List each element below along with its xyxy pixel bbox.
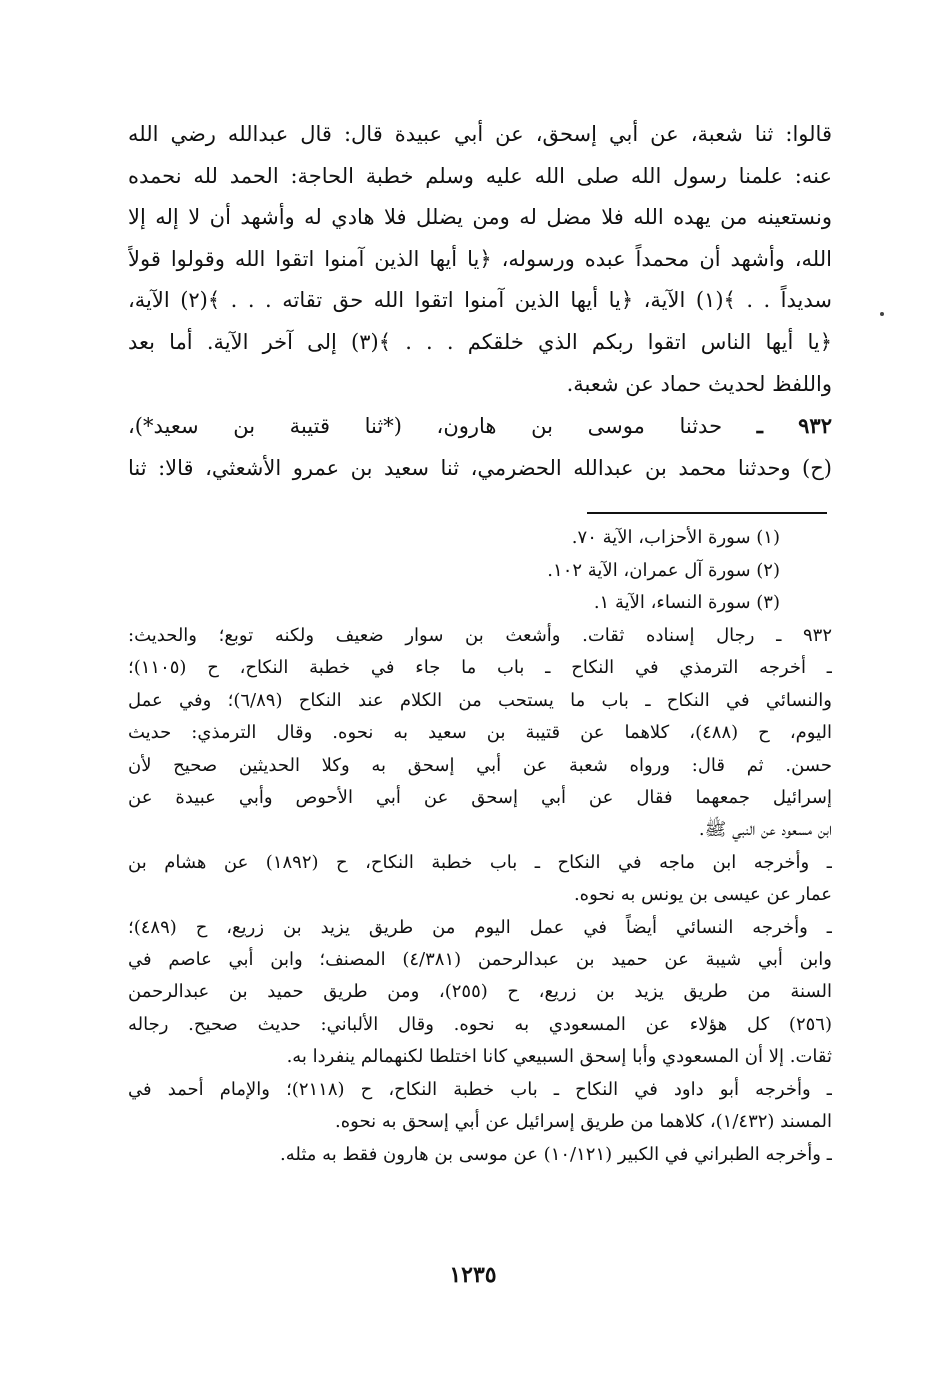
body-line: واللفظ لحديث حماد عن شعبة. — [566, 371, 832, 396]
takhrij-line: المسند (١/٤٣٢)، كلاهما من طريق إسرائيل عن أبي إسحق به نحوه. — [335, 1111, 832, 1133]
takhrij-line: ٩٣٢ ـ رجال إسناده ثقات. وأشعث بن سوار ضعيف ولكنه توبع؛ والحديث: — [128, 625, 832, 646]
takhrij-line: ثقات. إلا أن المسعودي وأبا إسحق السبيعي كانا اختلطا لكنهمالم ينفردا به. — [286, 1046, 832, 1068]
hadith-number: ٩٣٢ ـ — [756, 413, 832, 439]
body-line: ﴿يا أيها الناس اتقوا ربكم الذي خلقكم . . . ﴾(٣) إلى آخر الآية. أما بعد — [128, 329, 832, 354]
hadith-932-line-1 — [128, 405, 832, 448]
takhrij-notes — [128, 620, 832, 1171]
takhrij-line: والنسائي في النكاح ـ باب ما يستحب من الكلام عند النكاح (٦/٨٩)؛ وفي عمل — [128, 689, 832, 711]
takhrij-line: ـ وأخرجه أبو داود في النكاح ـ باب خطبة النكاح، ح (٢١١٨)؛ والإمام أحمد في — [128, 1078, 832, 1100]
footnotes — [128, 522, 832, 620]
takhrij-line: ـ وأخرجه النسائي أيضاً في عمل اليوم من طريق يزيد بن زريع، ح (٤٨٩)؛ — [128, 916, 832, 938]
hadith-932-line-2: (ح) وحدثنا محمد بن عبدالله الحضرمي، ثنا سعيد بن عمرو الأشعثي، قالا: ثنا — [128, 455, 832, 480]
hadith-isnad: حدثنا موسى بن هارون، (*ثنا قتيبة بن سعيد*)، — [128, 414, 723, 439]
takhrij-line: اليوم، ح (٤٨٨)، كلاهما عن قتيبة بن سعيد به نحوه. وقال الترمذي: حديث — [128, 722, 832, 744]
body-line: الله، وأشهد أن محمداً عبده ورسوله، ﴿يا أيها الذين آمنوا اتقوا الله وقولوا قولاً — [128, 246, 832, 271]
body-line: عنه: علمنا رسول الله صلى الله عليه وسلم خطبة الحاجة: الحمد لله نحمده — [128, 163, 832, 188]
takhrij-line: ابن مسعود عن النبي ﷺ. — [698, 819, 832, 841]
footnote: (١) سورة الأحزاب، الآية ٧٠. — [571, 527, 780, 548]
body-line: سديداً . . ﴾(١) الآية، ﴿يا أيها الذين آمنوا اتقوا الله حق تقاته . . . ﴾(٢) الآية، — [128, 288, 832, 313]
takhrij-line: وابن أبي شيبة عن حميد بن عبدالرحمن (٤/٣٨١) المصنف؛ وابن أبي عاصم في — [128, 949, 832, 971]
main-text — [128, 114, 832, 489]
footnote-separator — [587, 512, 827, 514]
takhrij-line: إسرائيل جمعهما فقال عن أبي إسحق عن أبي الأحوص وأبي عبيدة عن — [128, 787, 832, 809]
footnote: (٣) سورة النساء، الآية ١. — [593, 592, 780, 613]
takhrij-line: ـ أخرجه الترمذي في النكاح ـ باب ما جاء في خطبة النكاح، ح (١١٠٥)؛ — [128, 657, 832, 679]
takhrij-line: السنة من طريق يزيد بن زريع، ح (٢٥٥)، ومن طريق حميد بن عبدالرحمن — [128, 981, 832, 1003]
footnote: (٢) سورة آل عمران، الآية ١٠٢. — [547, 559, 780, 581]
takhrij-line: ـ وأخرجه الطبراني في الكبير (١٠/١٢١) عن موسى بن هارون فقط به مثله. — [280, 1143, 832, 1165]
takhrij-line: (٢٥٦) كل هؤلاء عن المسعودي به نحوه. وقال الألباني: حديث صحيح. رجاله — [128, 1013, 832, 1035]
takhrij-line: ـ وأخرجه ابن ماجه في النكاح ـ باب خطبة النكاح، ح (١٨٩٢) عن هشام بن — [128, 851, 832, 873]
page-number: ١٢٣٥ — [449, 1262, 497, 1288]
scan-speck — [880, 312, 884, 316]
body-line: قالوا: ثنا شعبة، عن أبي إسحق، عن أبي عبيدة قال: قال عبدالله رضي الله — [128, 122, 832, 146]
takhrij-line: عمار عن عيسى بن يونس به نحوه. — [573, 884, 832, 906]
body-line: ونستعينه من يهده الله فلا مضل له ومن يضلل فلا هادي له وأشهد أن لا إله إلا — [128, 205, 832, 230]
takhrij-line: حسن. ثم قال: ورواه شعبة عن أبي إسحق به وكلا الحديثين صحيح لأن — [128, 754, 832, 776]
